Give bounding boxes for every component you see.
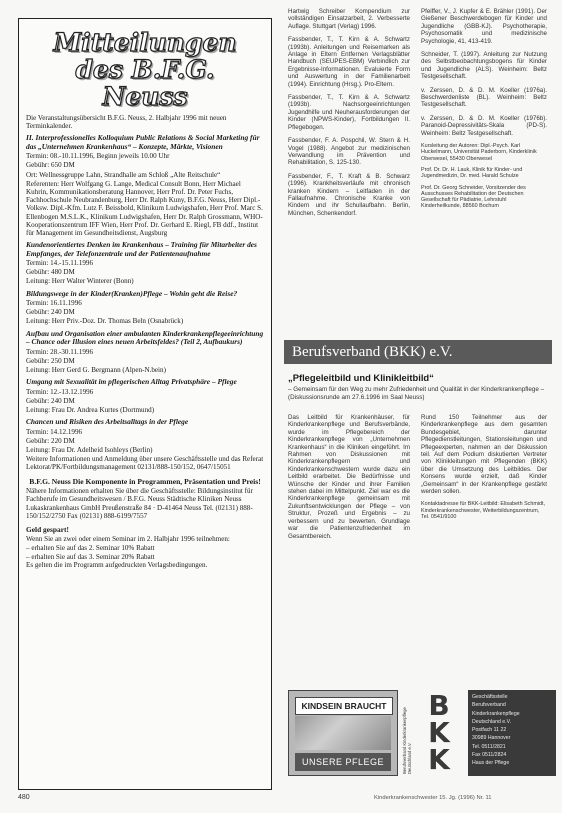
info-text: Weitere Informationen und Anmeldung über unsere Geschäftsstelle und das Referat Lektorat/PK/Fortbildungsmanagement 02131/888-150/152, 0647/15051 [26,455,264,472]
event-detail: Termin: 14.12.1996 [26,427,83,436]
masthead-line1: Mitteilungen [53,28,237,57]
reference: v. Zerssen, D. & D. M. Koeller (1976a). Beschwerdenliste (BL). Weinheim: Beltz Testgesellschaft. [421,86,547,109]
event-detail: Gebühr: 240 DM [26,308,75,317]
event-detail: Termin: 12.-13.12.1996 [26,387,94,396]
event-detail: Gebühr: 250 DM [26,356,75,365]
geld-note: Es gelten die im Programm aufgedruckten Verlagsbedingungen. [26,560,208,569]
masthead-line2: des B.F.G. Neuss [75,55,215,111]
bkk-banner: Berufsverband (BKK) e.V. [284,340,552,364]
reference: Fassbender, F. A. Pospchil, W. Stern & H. Vogel (1988). Angebot zur medizinischen Verwandlung im Prävention und Rehabilitation, S. 125-130. [288,137,410,167]
event-title: Kundenorientiertes Denken im Krankenhaus – Training für Mitarbeiter des Empfanges, der Telefonzentrale und der Patientenaufnahme [26,240,257,258]
event-item [26,134,264,237]
ad-contact-line: 30989 Hannover [472,735,511,742]
page-number: 480 [18,794,30,801]
event-detail: Leitung: Frau Dr. Andrea Kurtes (Dortmund) [26,405,155,414]
ad-contact-line: Tel. 0511/2821 [472,743,506,750]
event-detail: Leitung: Herr Walter Winterer (Bonn) [26,277,134,286]
event-detail: Gebühr: 650 DM [26,161,75,170]
ad-contact-line: Kinderkrankenpflege [472,710,520,717]
logo-letters: B K K [428,689,450,776]
event-detail: Gebühr: 220 DM [26,436,75,445]
section-body: Nähere Informationen erhalten Sie über die Geschäftsstelle: Bildungsinstitut für Fachberufe im Gesundheitswesen / B.F.G. Neuss Städtische Kliniken Neuss Lukaskrankenhaus GmbH Preußenstraße 84 · D-41464 Neuss Tel. (02131) 888-150/152/2750 Fax (02131) 888-6199/7557 [26,487,253,520]
ad-contact-box [468,690,556,776]
event-detail: Termin: 08.-10.11.1996, Beginn jeweils 10.00 Uhr [26,152,170,161]
logo-vertical-text: Berufsverband Kinderkrankenpflege Deutschland e.V. [402,707,412,774]
event-detail: Leitung: Herr Gerd G. Bergmann (Alpen-N.bein) [26,365,166,374]
event-item [26,330,264,374]
article-column-d [421,414,547,525]
event-detail: Leitung: Herr Priv.-Doz. Dr. Thomas Beln (Osnabrück) [26,317,184,326]
ad-contact-line: Deutschland e.V. [472,718,512,725]
article-column-c [288,414,410,546]
event-detail: Gebühr: 240 DM [26,396,75,405]
journal-footer: Kinderkrankenschwester 15. Jg. (1996) Nr. 11 [374,795,492,801]
contact-address: Kontaktadresse für BKK-Leitbild: Elisabeth Schmidt, Kinderkrankenschwester, Weiterbildungszentrum, Tel. 0541/9100 [421,501,546,521]
address: Prof. Dr. Georg Schneider, Vorsitzender des Ausschusses Rehabilitation der Deutschen Gesellschaft für Pädiatrie, Lehrstuhl Kinderheilkunde, 88560 Bochum [421,184,526,210]
ad-photo [295,716,391,750]
event-detail: Ort: Wellnessgruppe Lahn, Strandhalle am Schloß „Alte Reitschule“ [26,170,221,179]
reference: Schneider, T. (1997). Anleitung zur Nutzung des Selbstbeobachtungsbogens für Kinder und Jugendliche (ALS). Weinheim: Beltz Testgesellschaft. [421,51,547,81]
announcement-body [19,114,271,569]
event-detail: Referenten: Herr Wolfgang G. Lange, Medical Consult Bonn, Herr Michael Kuhrin, Kommunikationsberatung Hannover, Herr Prof. Dr. Peter Fuchs, Fachhochschule Neubrandenburg, Herr Dr. Ralph Kuny, B.F.G. Neuss, Herr Dipl.-Volksw. Dipl.-Kfm. Lutz F. Beissbold, Klinikum Ludwigshafen, Herr Prof. Marc S. Ellenbogen M.S.L.K., Klinikum Ludwigshafen, Herr Dr. Ralph Grossmann, WHO-Kooperationszentrum IFF Wien, Herr Prof. Dr. Gerhard E. Riegl, FB ddf., Institut für Management im Gesundheitsdienst, Augsburg [26,179,263,238]
address: Prof. Dr. Dr. H. Lauk, Klinik für Kinder- und Jugendmedizin, Dr. med. Harald Schulze [421,166,523,180]
event-title: Aufbau und Organisation einer ambulanten Kinderkrankenpflegeeinrichtung – Chance oder Illusion eines neuen Arbeitsfeldes? (Teil 2, Aufbaukurs) [26,328,264,347]
bkk-advertisement [288,690,556,776]
ad-contact-line: Haus der Pflege [472,760,510,767]
event-title: II. Interprofessionelles Kolloquium Public Relations & Social Marketing für das „Unternehmen Krankenhaus“ – Konzepte, Märkte, Visionen [26,133,260,151]
event-item [26,378,264,414]
event-item [26,418,264,454]
geld-item: – erhalten Sie auf das 3. Seminar 20% Rabatt [26,552,155,561]
article-text: Das Leitbild für Krankenhäuser, für Kinderkrankenpflege und Berufsverbände, wurde im Pflegebereich der Kinderkrankenpflege von „Unternehmen Krankenhaus“ in die Kliniken eingeführt. Im Rahmen von Diskussionen mit Kinderkrankenpflegern und Kinderkrankenschwestern wurde dazu ein Leitbild erarbeitet. Die Bedürfnisse und Wünsche der Kinder und ihrer Familien stehen dabei im Mittelpunkt. Ziel war es die Kinderkrankenpflege gemeinsam mit Zukunftsentwicklungen der Pflege – von Struktur, Prozeß und Ergebnis – zu verbessern und zu bewerten. Grundlage war die Patientenzufriedenheit im Gesamtbereich. [288,414,410,540]
ad-contact-line: Berufsverband [472,702,506,709]
reference: Fassbender, T., T. Kirn & A. Schwartz (1993b). Anleitungen und Reisemarken als Anlage in Eltern Entfernen Verlagsblätter Handbuch (SEUPES-EBM) Verbindlich zur Ergebnisse-Informationen. Evaluierte Form und Auswertung in der Familienarbeit (1994). Einrichtung (Hrsg.). Pro-Eltern. [288,36,410,88]
event-detail: Termin: 28.-30.11.1996 [26,347,94,356]
references-column-a [288,8,410,223]
event-item [26,241,264,285]
event-title: Bildungswege in der Kinder(Kranken)Pflege – Wohin geht die Reise? [26,288,238,298]
author-addresses [421,143,547,210]
event-detail: Termin: 16.11.1996 [26,299,82,308]
event-detail: Leitung: Frau Dr. Adelheid Isohleys (Berlin) [26,445,153,454]
event-item [26,290,264,326]
event-list [26,134,264,454]
event-detail: Termin: 14.-15.11.1996 [26,259,94,268]
masthead [29,29,261,110]
ad-tagline: UNSERE PFLEGE [295,753,391,771]
intro-text: Die Veranstaltungsübersicht B.F.G. Neuss, 2. Halbjahr 1996 mit neuen Terminkalender. [26,114,227,131]
reference: Hartwig Schreiber Kompendium zur vollständigen Einsatzarbeit, 2. Verbesserte Auflage. Stuttgart (Verlag) 1996. [288,8,410,30]
reference: Pfeiffer, V., J. Kupfer & E. Brähler (1991). Der Gießener Beschwerdebogen für Kinder und Jugendliche (GBB-KJ). Psychotherapie, Psychosomatik und medizinische Psychologie, 41, 413-419. [421,8,547,45]
geld-body: Wenn Sie an zwei oder einem Seminar im 2. Halbjahr 1996 teilnehmen: [26,535,230,544]
ad-contact-line: Fax 0511/2824 [472,752,507,759]
ad-contact-line: Postfach 11 22 [472,727,507,734]
references-column-b [421,8,547,215]
reference: v. Zerssen, D. & D. M. Koeller (1976b). Paranoid-Depressivitäts-Skala (PD-S). Weinheim: Beltz Testgesellschaft. [421,114,547,137]
event-detail: Gebühr: 480 DM [26,268,75,277]
geld-title: Geld gespart! [26,524,69,534]
ad-headline: KINDSEIN BRAUCHT [295,697,393,715]
event-title: Umgang mit Sexualität im pflegerischen Alltag Privatsphäre – Pflege [26,377,237,387]
bfg-announcement-box [18,18,272,790]
geld-item: – erhalten Sie auf das 2. Seminar 10% Rabatt [26,544,155,553]
section-title: B.F.G. Neuss Die Komponente in Programmen, Präsentation und Preis! [29,476,261,486]
article-text: Rund 150 Teilnehmer aus der Kinderkrankenpflege aus dem gesamten Bundesgebiet, darunter Pflegedienstleitungen, Stationsleitungen und Pflegeexperten, nahmen an der Diskussion teil. Auf dem Podium diskutierten Vertreter von Klinikleitungen mit Pflegenden (BKK) über die Umsetzung des Leitbildes. Der Konsens wurde erzielt, daß Kinder „Gemeinsam“ in der Krankenpflege gestärkt werden sollen. [421,414,547,496]
reference: Fassbender, F., T. Kraft & B. Schwarz (1996). Krankheitsverläufe mit chronisch kranken Kindern – Leitfaden in der Fallaufnahme. Chronische Kranke von Kindern und ihr Schullaufbahn. Berlin, München, Schenkendorf. [288,172,410,217]
ad-poster [288,690,398,776]
article-title: „Pflegeleitbild und Klinikleitbild“ [288,372,434,383]
address: Kursleitung der Autoren: Dipl.-Psych. Karl Huckelmann, Universität Paderborn, Kinderklinik Oberwesel, 55430 Oberwesel [421,143,537,162]
event-title: Chancen und Risiken des Arbeitsalltags in der Pflege [26,417,189,427]
article-subtitle: – Gemeinsam für den Weg zu mehr Zufriedenheit und Qualität in der Kinderkrankenpflege – (Diskussionsrunde am 27.6.1996 im Saal Neuss) [288,386,545,401]
ad-contact-line: Geschäftsstelle [472,694,508,700]
bkk-logo [402,690,464,776]
reference: Fassbender, T., T. Kirn & A. Schwartz (1993b). Nachsorgeeinrichtungen Jugendhilfe und Neuherausforderungen der Kinder (NPWS-Kinder), Fortbildungen II. Pflegebogen. [288,94,410,131]
